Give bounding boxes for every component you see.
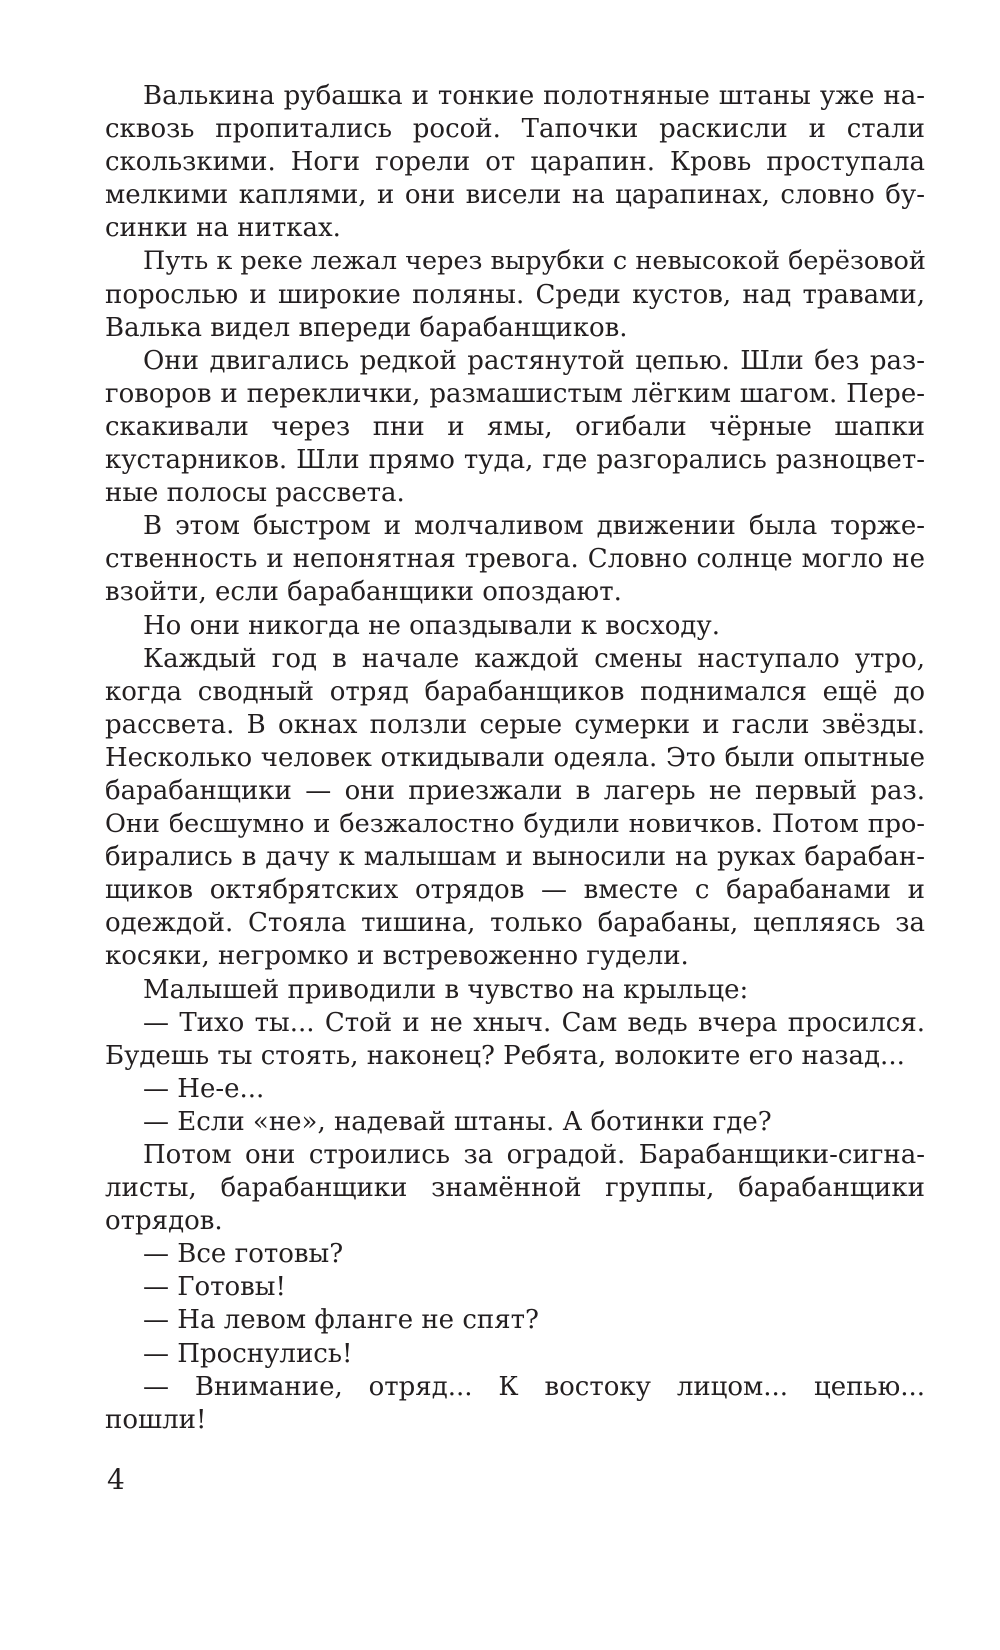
text-line: Малышей приводили в чувство на крыльце:: [143, 974, 749, 1005]
text-line: Валькина рубашка и тонкие полотняные штаны уже на-: [143, 81, 925, 111]
text-line: — Все готовы?: [143, 1239, 344, 1270]
text-line: когда сводный отряд барабанщиков поднимался ещё до: [105, 676, 925, 707]
text-line: кустарников. Шли прямо туда, где разгорались разноцвет-: [105, 445, 925, 476]
body-text: [105, 80, 925, 1437]
text-line: одеждой. Стояла тишина, только барабаны, цепляясь за: [105, 908, 925, 939]
text-line: Валька видел впереди барабанщиков.: [105, 312, 628, 343]
text-line: Они двигались редкой растянутой цепью. Шли без раз-: [143, 345, 925, 376]
text-line: Каждый год в начале каждой смены наступало утро,: [143, 643, 925, 674]
text-line: Они бесшумно и безжалостно будили новичков. Потом про-: [105, 809, 925, 840]
text-line: — Тихо ты... Стой и не хныч. Сам ведь вчера просился.: [143, 1007, 925, 1038]
text-line: В этом быстром и молчаливом движении была торже-: [143, 511, 925, 542]
text-line: — Не-е...: [143, 1073, 265, 1104]
text-line: листы, барабанщики знамённой группы, барабанщики: [105, 1173, 925, 1204]
text-line: Несколько человек откидывали одеяла. Это были опытные: [105, 742, 925, 773]
text-line: косяки, негромко и встревоженно гудели.: [105, 941, 689, 972]
text-line: рассвета. В окнах ползли серые сумерки и гасли звёзды.: [105, 709, 925, 740]
page-number: 4: [107, 1463, 125, 1496]
text-line: синки на нитках.: [105, 213, 341, 244]
text-line: ственность и непонятная тревога. Словно солнце могло не: [105, 544, 925, 575]
text-line: барабанщики — они приезжали в лагерь не первый раз.: [105, 775, 925, 806]
text-line: Потом они строились за оградой. Барабанщики-сигна-: [143, 1140, 925, 1170]
text-line: — На левом фланге не спят?: [143, 1305, 539, 1336]
text-line: — Проснулись!: [143, 1338, 353, 1369]
text-line: пошли!: [105, 1404, 207, 1435]
text-line: говоров и переклички, размашистым лёгким шагом. Пере-: [105, 378, 925, 409]
text-line: Будешь ты стоять, наконец? Ребята, волоките его назад...: [105, 1040, 905, 1071]
text-line: ные полосы рассвета.: [105, 478, 405, 509]
text-line: щиков октябрятских отрядов — вместе с барабанами и: [105, 875, 925, 906]
text-line: сквозь пропитались росой. Тапочки раскисли и стали: [105, 114, 925, 145]
text-line: — Если «не», надевай штаны. А ботинки где?: [143, 1106, 772, 1137]
text-line: порослью и широкие поляны. Среди кустов, над травами,: [105, 279, 925, 310]
text-line: мелкими каплями, и они висели на царапинах, словно бу-: [105, 180, 925, 211]
text-line: — Внимание, отряд... К востоку лицом... цепью...: [143, 1371, 925, 1402]
text-line: скакивали через пни и ямы, огибали чёрные шапки: [105, 411, 925, 442]
text-line: — Готовы!: [143, 1272, 286, 1303]
text-line: Но они никогда не опаздывали к восходу.: [143, 610, 720, 641]
text-line: скользкими. Ноги горели от царапин. Кровь проступала: [105, 147, 925, 178]
text-line: бирались в дачу к малышам и выносили на руках барабан-: [105, 842, 925, 873]
text-line: Путь к реке лежал через вырубки с невысокой берёзовой: [143, 246, 926, 277]
text-line: взойти, если барабанщики опоздают.: [105, 577, 622, 608]
text-line: отрядов.: [105, 1206, 223, 1237]
